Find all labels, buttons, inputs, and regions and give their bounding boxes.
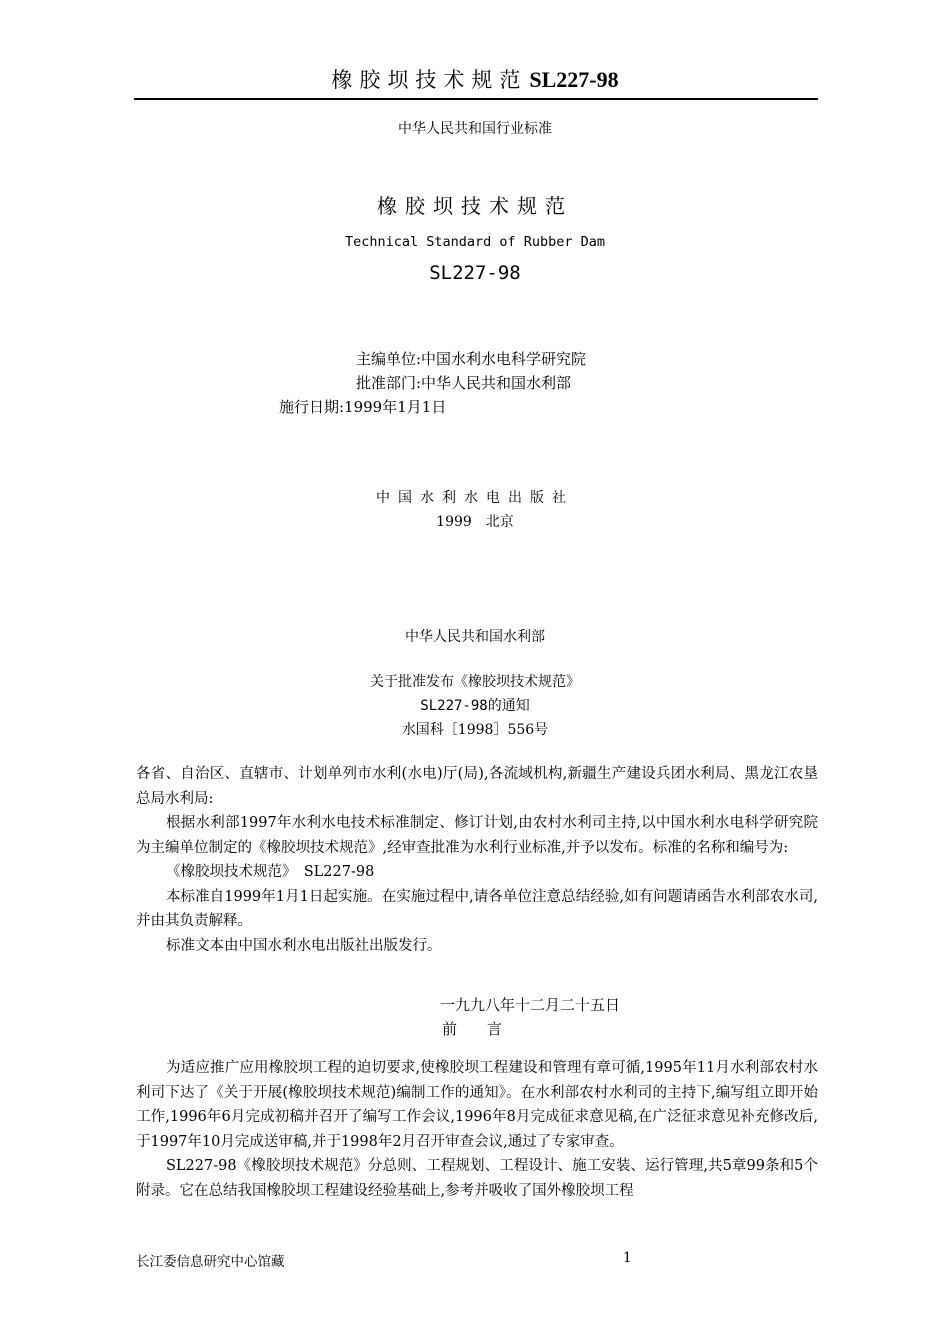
notice-paragraph: 根据水利部1997年水利水电技术标准制定、修订计划,由农村水利司主持,以中国水利水电科学研究院为主编单位制定的《橡胶坝技术规范》,经审查批准为水利行业标准,并予以发布。标准的名称和编号为: [136,815,818,856]
notice-date: 一九九八年十二月二十五日 [440,996,621,1014]
document-code: SL227-98 [429,262,521,284]
notice-paragraph: 本标准自1999年1月1日起实施。在实施过程中,请各单位注意总结经验,如有问题请函告水利部农水司,并由其负责解释。 [136,888,818,929]
notice-title-line1: 关于批准发布《橡胶坝技术规范》 [370,674,580,690]
notice-title-line2: SL227-98的通知 [420,698,530,714]
notice-ministry: 中华人民共和国水利部 [405,629,545,645]
publish-info: 1999 北京 [436,514,514,530]
header-code: SL227-98 [529,67,619,92]
document-title-english: Technical Standard of Rubber Dam [344,234,606,250]
publisher: 中国水利水电出版社 [376,490,574,506]
notice-paragraph: 标准文本由中国水利水电出版社出版发行。 [166,937,442,954]
effective-date: 施行日期:1999年1月1日 [279,398,447,416]
page-number: 1 [623,1250,632,1266]
document-title: 橡胶坝技术规范 [377,194,573,218]
preface-body [136,1056,818,1203]
header-title: 橡胶坝技术规范 [331,68,528,92]
notice-standard-name: 《橡胶坝技术规范》 SL227-98 [166,864,375,880]
notice-addressee: 各省、自治区、直辖市、计划单列市水利(水电)厅(局),各流域机构,新疆生产建设兵团水利局、黑龙江农垦总局水利局: [136,766,818,807]
preface-heading: 前 言 [442,1020,503,1038]
preface-paragraph: 为适应推广应用橡胶坝工程的迫切要求,使橡胶坝工程建设和管理有章可循,1995年11月水利部农村水利司下达了《关于开展(橡胶坝技术规范)编制工作的通知》。在水利部农村水利司的主持下,编写组立即开始工作,1996年6月完成初稿并召开了编写工作会议,1996年8月完成征求意见稿,在广泛征求意见补充修改后,于1997年10月完成送审稿,并于1998年2月召开审查会议,通过了专家审查。 [136,1060,818,1150]
approver: 批准部门:中华人民共和国水利部 [356,374,572,392]
header-rule [134,98,818,100]
industry-standard-label: 中华人民共和国行业标准 [398,121,552,137]
preface-paragraph: SL227-98《橡胶坝技术规范》分总则、工程规划、工程设计、施工安装、运行管理,共5章99条和5个附录。它在总结我国橡胶坝工程建设经验基础上,参考并吸收了国外橡胶坝工程 [136,1158,818,1199]
running-header [0,64,950,94]
footer-archive: 长江委信息研究中心馆藏 [136,1254,285,1270]
notice-doc-number: 水国科［1998］556号 [401,722,549,738]
notice-body [136,762,818,958]
chief-editor: 主编单位:中国水利水电科学研究院 [356,350,587,368]
